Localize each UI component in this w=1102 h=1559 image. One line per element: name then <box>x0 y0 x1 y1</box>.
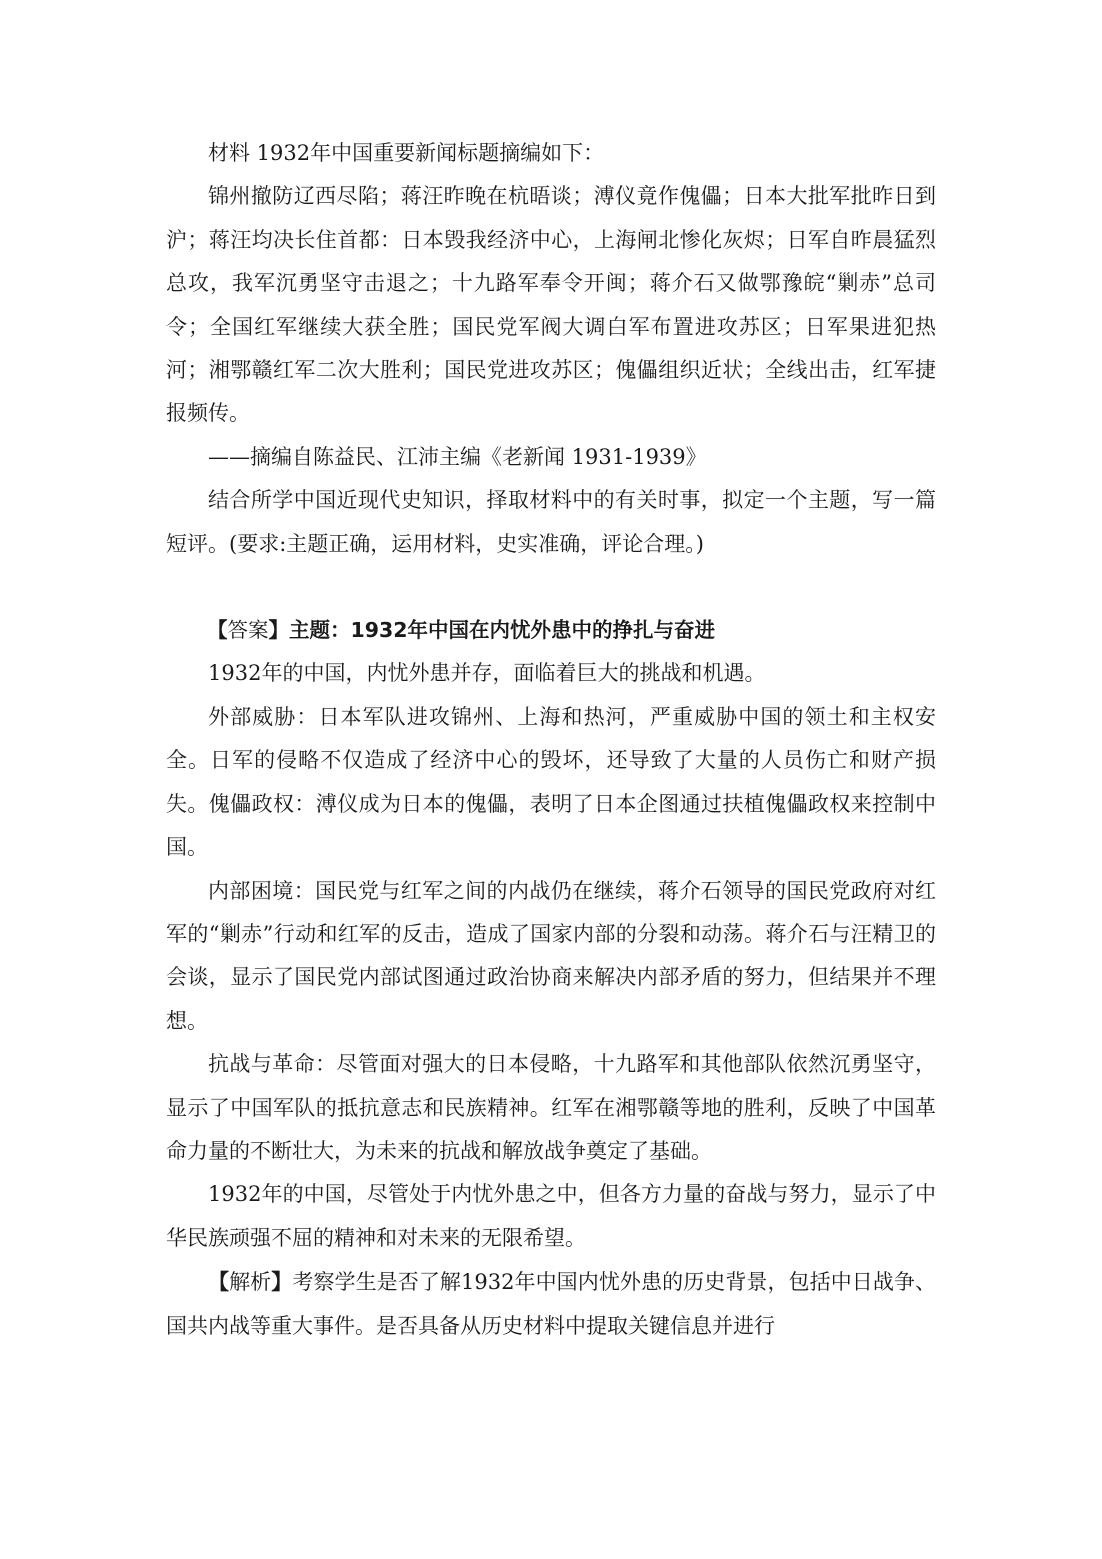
answer-paragraph-5: 1932年的中国，尽管处于内忧外患之中，但各方力量的奋战与努力，显示了中华民族顽强不屈的精神和对未来的无限希望。 <box>166 1182 936 1250</box>
analysis-label: 解析 <box>229 1270 272 1295</box>
answer-bracket-close: 】 <box>268 618 289 643</box>
material-headlines: 锦州撤防辽西尽陷；蒋汪昨晚在杭晤谈；溥仪竟作傀儡；日本大批军批昨日到沪；蒋汪均决长住首都：日本毁我经济中心，上海闸北惨化灰烬；日军自昨晨猛烈总攻，我军沉勇坚守击退之；十九路军奉令开闽；蒋介石又做鄂豫皖“剿赤”总司令；全国红军继续大获全胜；国民党军阀大调白军布置进攻苏区；日军果进犯热河；湘鄂赣红军二次大胜利；国民党进攻苏区；傀儡组织近状；全线出击，红军捷报频传。 <box>166 184 936 426</box>
analysis-text: 考察学生是否了解1932年中国内忧外患的历史背景，包括中日战争、国共内战等重大事件。是否具备从历史材料中提取关键信息并进行 <box>166 1270 937 1338</box>
material-intro: 材料 1932年中国重要新闻标题摘编如下： <box>208 141 605 165</box>
analysis-bracket-open: 【 <box>208 1269 230 1295</box>
answer-paragraph-4: 抗战与革命：尽管面对强大的日本侵略，十九路军和其他部队依然沉勇坚守，显示了中国军队的抵抗意志和民族精神。红军在湘鄂赣等地的胜利，反映了中国革命力量的不断壮大，为未来的抗战和解放战争奠定了基础。 <box>166 1052 936 1163</box>
answer-paragraph-3: 内部困境：国民党与红军之间的内战仍在继续，蒋介石领导的国民党政府对红军的“剿赤”行动和红军的反击，造成了国家内部的分裂和动荡。蒋介石与汪精卫的会谈，显示了国民党内部试图通过政治协商来解决内部矛盾的努力，但结果并不理想。 <box>166 878 936 1033</box>
document-body <box>166 132 936 1348</box>
section-spacer <box>166 566 936 609</box>
answer-heading <box>166 609 936 652</box>
analysis-bracket-close: 】 <box>271 1269 293 1295</box>
analysis-paragraph <box>166 1260 936 1348</box>
answer-theme: 主题：1932年中国在内忧外患中的挣扎与奋进 <box>289 618 716 643</box>
answer-paragraph-1: 1932年的中国，内忧外患并存，面临着巨大的挑战和机遇。 <box>208 661 766 686</box>
answer-paragraph-2: 外部威胁：日本军队进攻锦州、上海和热河，严重威胁中国的领土和主权安全。日军的侵略不仅造成了经济中心的毁坏，还导致了大量的人员伤亡和财产损失。傀儡政权：溥仪成为日本的傀儡，表明了日本企图通过扶植傀儡政权来控制中国。 <box>166 704 936 860</box>
answer-label: 答案 <box>227 618 269 643</box>
question-text: 结合所学中国近现代史知识，择取材料中的有关时事，拟定一个主题，写一篇短评。(要求:主题正确，运用材料，史实准确，评论合理。) <box>166 488 936 556</box>
material-source: ——摘编自陈益民、江沛主编《老新闻 1931-1939》 <box>208 444 707 469</box>
answer-bracket-open: 【 <box>207 618 228 643</box>
